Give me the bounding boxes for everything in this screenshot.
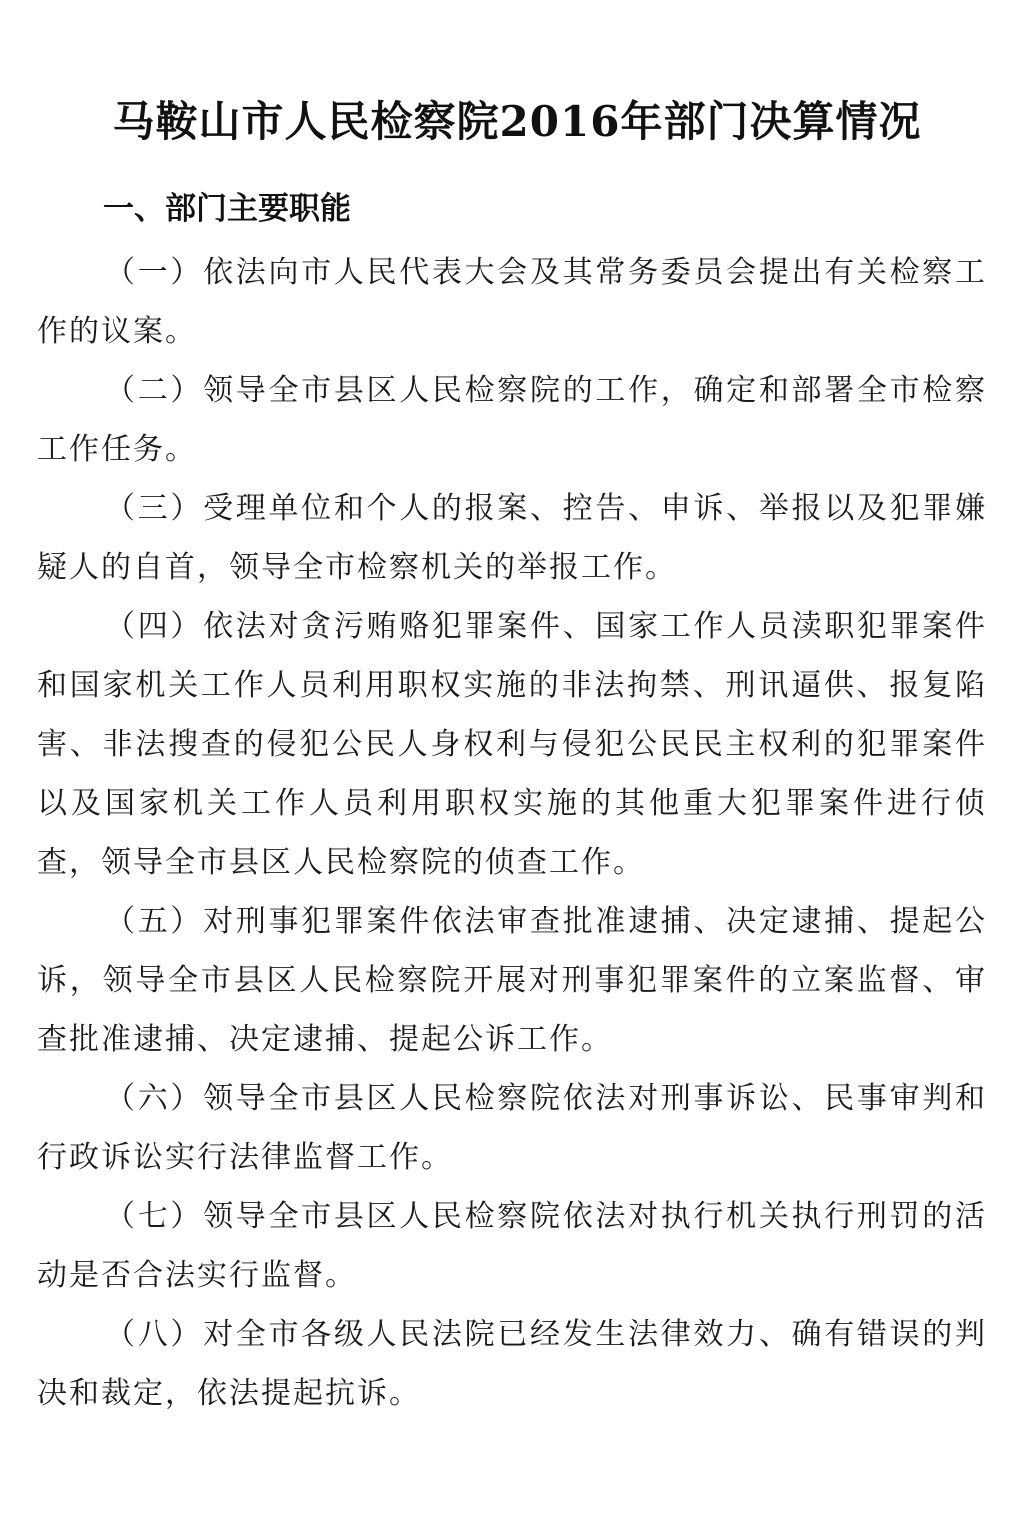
paragraph-2: （二）领导全市县区人民检察院的工作，确定和部署全市检察工作任务。 [37,373,987,467]
document-body [37,243,987,1423]
paragraph-5: （五）对刑事犯罪案件依法审查批准逮捕、决定逮捕、提起公诉，领导全市县区人民检察院开展对刑事犯罪案件的立案监督、审查批准逮捕、决定逮捕、提起公诉工作。 [37,904,987,1057]
paragraph-3: （三）受理单位和个人的报案、控告、申诉、举报以及犯罪嫌疑人的自首，领导全市检察机关的举报工作。 [37,491,987,585]
section-heading: 一、部门主要职能 [103,191,351,227]
paragraph-7: （七）领导全市县区人民检察院依法对执行机关执行刑罚的活动是否合法实行监督。 [37,1199,987,1293]
paragraph-4: （四）依法对贪污贿赂犯罪案件、国家工作人员渎职犯罪案件和国家机关工作人员利用职权实施的非法拘禁、刑讯逼供、报复陷害、非法搜查的侵犯公民人身权利与侵犯公民民主权利的犯罪案件以及国家机关工作人员利用职权实施的其他重大犯罪案件进行侦查，领导全市县区人民检察院的侦查工作。 [37,609,987,880]
paragraph-6: （六）领导全市县区人民检察院依法对刑事诉讼、民事审判和行政诉讼实行法律监督工作。 [37,1081,987,1175]
document-title: 马鞍山市人民检察院2016年部门决算情况 [112,97,922,146]
paragraph-8: （八）对全市各级人民法院已经发生法律效力、确有错误的判决和裁定，依法提起抗诉。 [37,1317,987,1411]
paragraph-1: （一）依法向市人民代表大会及其常务委员会提出有关检察工作的议案。 [37,255,987,349]
